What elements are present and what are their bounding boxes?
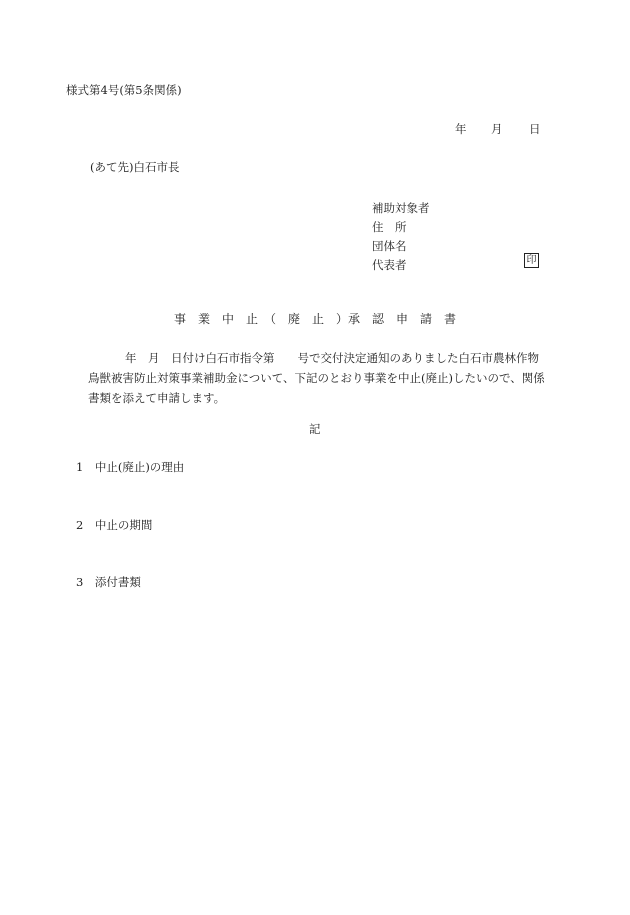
seal-mark: 印: [524, 253, 539, 268]
ki-heading: 記: [309, 422, 321, 436]
date-month-label: 月: [491, 122, 503, 136]
list-item: [76, 577, 141, 589]
item-label: 中止(廃止)の理由: [94, 460, 185, 474]
body-text: [90, 348, 560, 408]
item-number: 3: [76, 575, 84, 589]
date-day-label: 日: [529, 122, 541, 136]
representative-label: 代表者: [372, 258, 407, 272]
document-title: 事 業 中 止 （ 廃 止 ）承 認 申 請 書: [174, 312, 457, 326]
date-year-label: 年: [455, 122, 467, 136]
organization-label: 団体名: [372, 239, 407, 253]
form-number: 様式第4号(第5条関係): [66, 83, 182, 97]
address-label: 住 所: [372, 220, 407, 234]
date-line: [455, 124, 541, 136]
body-line-1: 年 月 日付け白石市指令第 号で交付決定通知のありました白石市農林作物: [125, 351, 539, 365]
list-item: [76, 462, 184, 474]
list-item: [76, 520, 152, 532]
item-label: 添付書類: [94, 575, 141, 589]
addressee: (あて先)白石市長: [90, 160, 180, 174]
body-line-3: 書類を添えて申請します。: [88, 391, 226, 405]
item-number: 2: [76, 518, 84, 532]
applicant-block: [372, 199, 430, 275]
applicant-heading: 補助対象者: [372, 201, 430, 215]
item-label: 中止の期間: [94, 518, 153, 532]
body-line-2: 鳥獣被害防止対策事業補助金について、下記のとおり事業を中止(廃止)したいので、関係: [88, 371, 545, 385]
item-number: 1: [76, 460, 84, 474]
